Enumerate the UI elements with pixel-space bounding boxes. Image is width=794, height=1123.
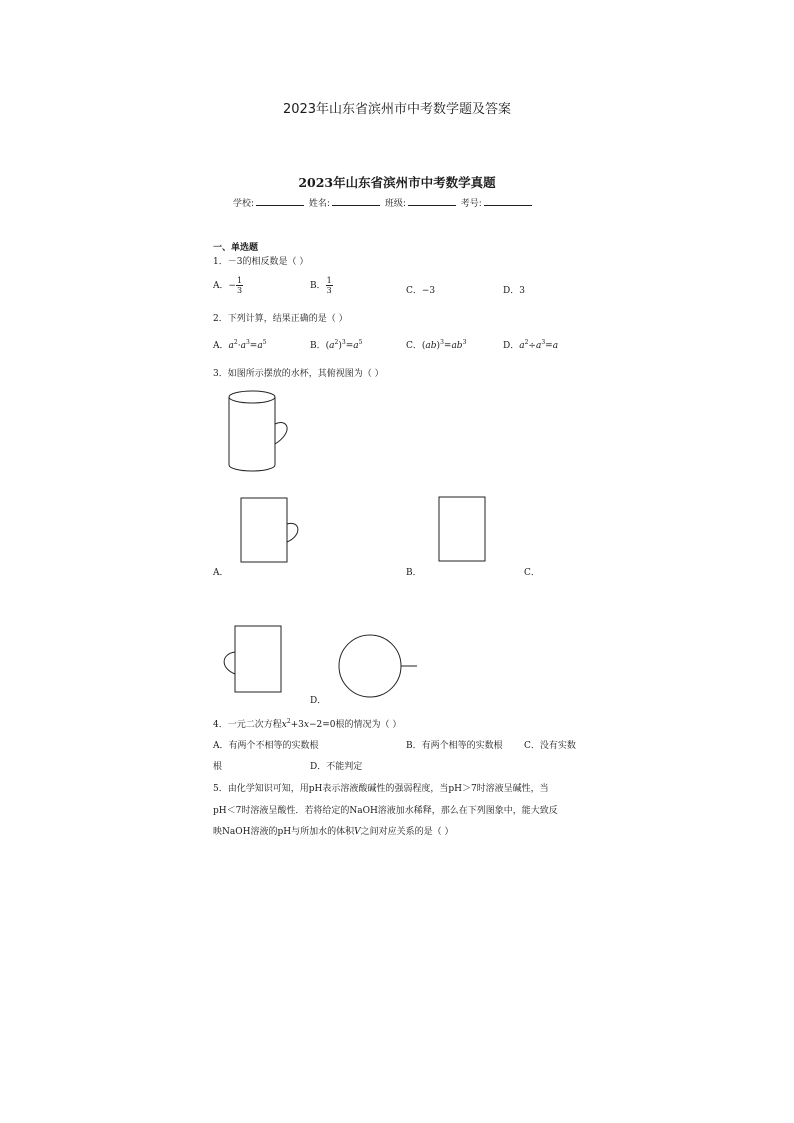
q4-stem: 4．一元二次方程$x^2+3x-2=0$根的情况为（ ）	[213, 718, 402, 730]
document-title: 2023年山东省滨州市中考数学题及答案	[282, 102, 512, 117]
name-label: 姓名:	[308, 199, 330, 209]
q1-option-c: C．−3	[406, 286, 436, 296]
section-title: 一、单选题	[213, 243, 259, 253]
q2-option-a: A．$a^2\cdot a^3=a^5$	[213, 339, 267, 351]
class-label: 班级:	[384, 199, 406, 209]
q3-figure-a	[238, 496, 304, 564]
school-blank[interactable]	[256, 196, 304, 206]
student-info-line	[233, 196, 534, 209]
q1-stem: 1．－3的相反数是（ ）	[213, 257, 309, 267]
q3-stem: 3．如图所示摆放的水杯，其俯视图为（ ）	[213, 369, 384, 379]
q2-option-d: D．$a^2\div a^3=a$	[503, 339, 559, 351]
class-blank[interactable]	[408, 196, 456, 206]
exam-title: 2023年山东省滨州市中考数学真题	[298, 175, 496, 190]
q3-option-d: D．	[310, 696, 327, 706]
q3-option-a: A．	[213, 568, 229, 578]
q2-option-c: C．$(ab)^3=ab^3$	[406, 339, 467, 351]
q1-option-d: D．3	[503, 286, 525, 296]
q4-option-c: C．没有实数	[524, 741, 576, 751]
q2-option-b: B．$(a^2)^3=a^5$	[310, 339, 363, 351]
q1-option-a: A．− $\frac{1}{3}$	[213, 276, 243, 295]
cup-illustration	[222, 384, 302, 476]
q4-option-c-cont: 根	[213, 762, 223, 772]
exam-no-blank[interactable]	[484, 196, 532, 206]
q4-option-d: D．不能判定	[310, 762, 363, 772]
school-label: 学校:	[233, 199, 255, 209]
q5-line-1: 5．由化学知识可知，用pH表示溶液酸碱性的强弱程度，当pH＞7时溶液呈碱性，当	[213, 784, 549, 794]
q5-line-2: pH＜7时溶液呈酸性．若将给定的NaOH溶液加水稀释，那么在下列图象中，能大致反	[213, 806, 558, 816]
q3-figure-b	[436, 496, 490, 564]
q4-option-a: A．有两个不相等的实数根	[213, 741, 319, 751]
q3-figure-d	[336, 632, 420, 702]
q5-line-3: 映NaOH溶液的pH与所加水的体积V之间对应关系的是（ ）	[213, 827, 454, 837]
q3-option-b: B．	[406, 568, 422, 578]
name-blank[interactable]	[332, 196, 380, 206]
q3-option-c: C．	[524, 568, 540, 578]
q1-option-b: B． $\frac{1}{3}$	[310, 276, 332, 295]
q2-stem: 2．下列计算，结果正确的是（ ）	[213, 314, 348, 324]
exam-no-label: 考号:	[460, 199, 482, 209]
q3-figure-c	[220, 624, 286, 696]
q4-option-b: B．有两个相等的实数根	[406, 741, 503, 751]
